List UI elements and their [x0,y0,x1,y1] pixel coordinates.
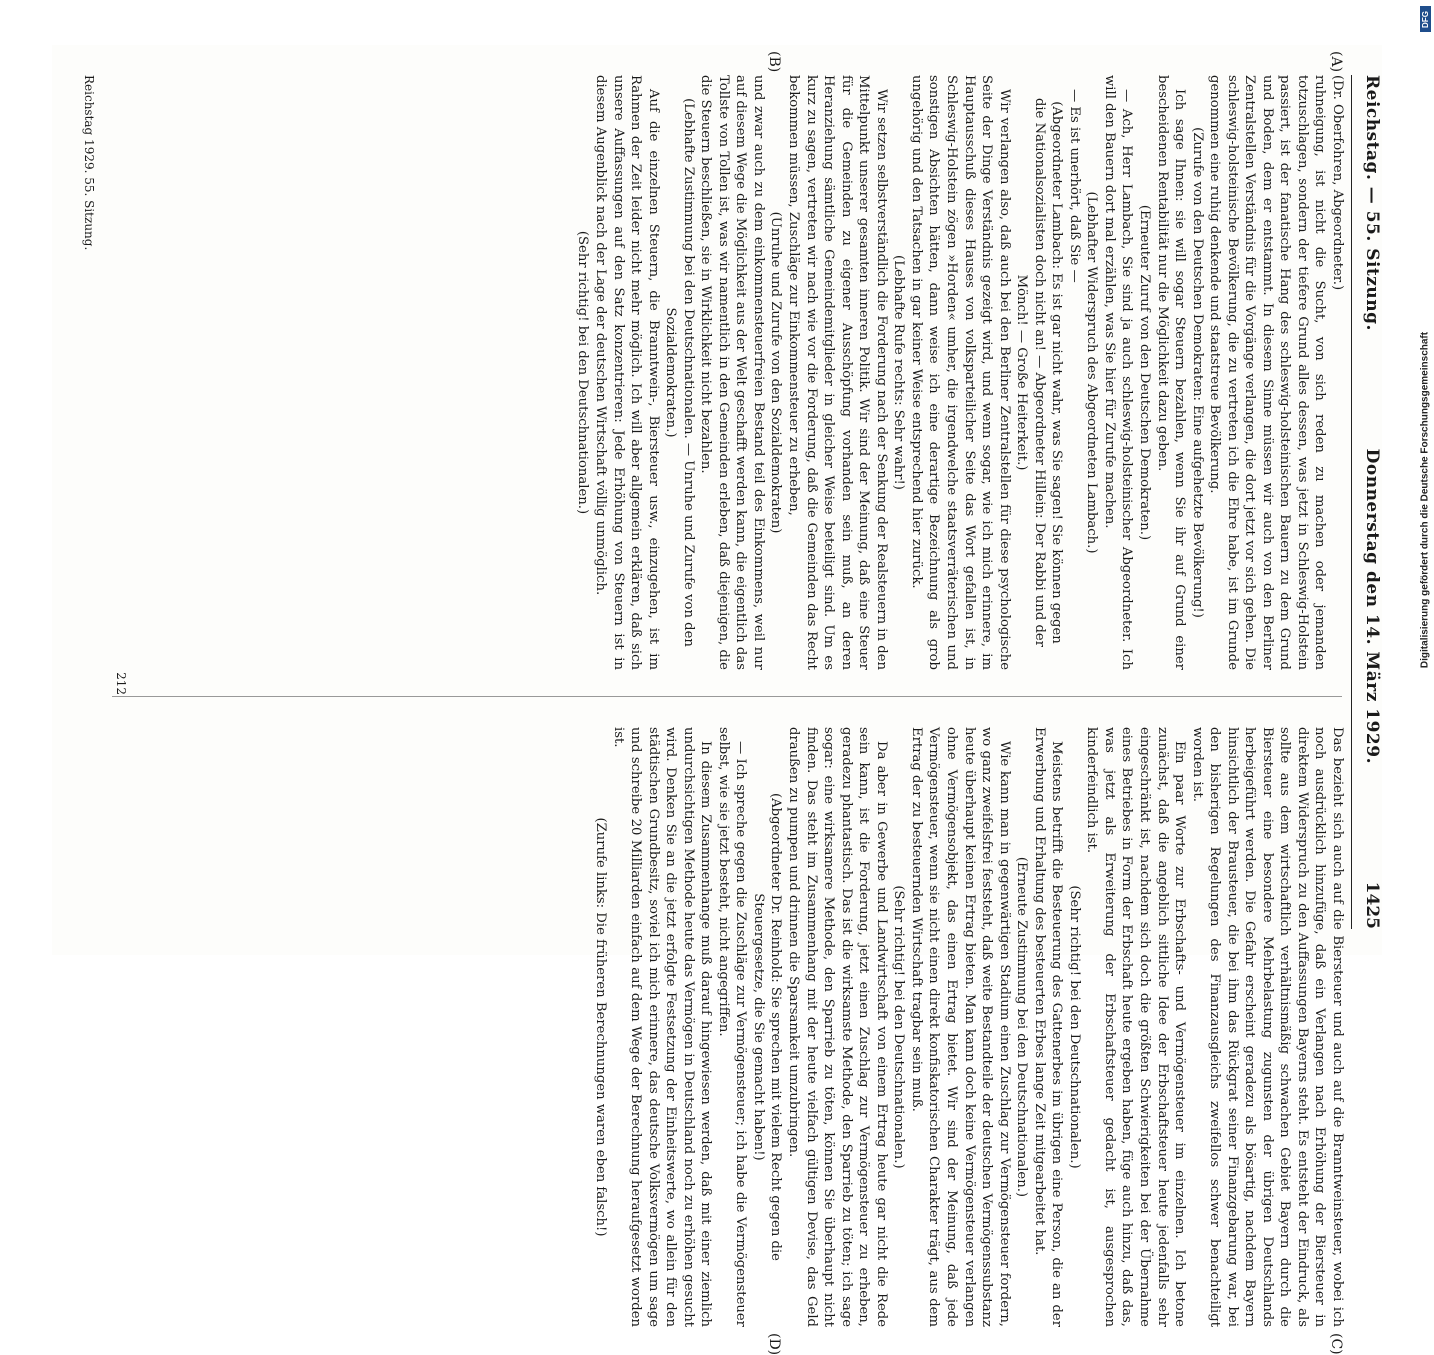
rotated-page [52,45,1382,1355]
paragraph: ruhneigung, ist nicht die Sucht, von sich reden zu machen oder jemanden totzuschlagen, sondern der tiefere Grund alles dessen, was jetzt in Schleswig-Holstein passiert, ist der fanatische Hang des schleswig-holsteinischen Bauern zu dem Grund und Boden, dem er entstammt. In diesem Sinne müssen wir auch von den Berliner Zentralstellen Verständnis für die Vorgänge verlangen, die dort jetzt vor sich gehen. Die schleswig-holsteinische Bevölkerung, die zu vertreten ich die Ehre habe, ist im Grunde genommen eine ruhig denkende und staatstreue Bevölkerung. [1207,75,1328,670]
interjection: (Zurufe links: Die früheren Berechnungen waren eben falsch!) [593,817,609,1237]
paragraph: Ein paar Worte zur Erbschafts- und Vermögensteuer im einzelnen. Ich betone zunächst, daß die angeblich sittliche Idee der Erbschaftsteuer heute jedenfalls sehr eingeschränkt ist, nachdem sich doch die größten Schwierigkeiten bei der Übernahme eines Betriebes in Form der Erbschaft heute ergeben haben, füge auch hinzu, daß das, was jetzt als Erweiterung der Erbschaftsteuer gedacht ist, ausgesprochen kinderfeindlich ist. [1084,727,1188,1327]
paragraph: und zwar auch zu dem einkommensteuerfreien Bestand teil des Einkommens, weil nur auf diesem Wege die Möglichkeit aus der Welt geschafft werden kann, die eigentlich das Tollste von Tollen ist, was wir namentlich in den Gemeinden erleben, daß diejenigen, die die Steuern beschließen, sie in Wirklichkeit nicht bezahlen. [698,75,766,670]
interjection: (Erneute Zustimmung bei den Deutschnationalen.) [1014,856,1030,1198]
interjection: (Erneuter Zuruf von den Deutschen Demokraten.) [1136,204,1152,541]
paragraph: Wie kann man in gegenwärtigen Stadium einen Zuschlag zur Vermögensteuer fordern, wo ganz zweifelsfrei feststeht, daß weite Bestandteile der deutschen Vermögenssubstanz heute überhaupt keinen Ertrag bieten. Man kann doch keine Vermögensteuer verlangen ohne Vermögensobjekt, das einen Ertrag bietet. Wir sind der Meinung, daß jede Vermögensteuer, wenn sie nicht einen direkt konfiskatorischen Charakter trägt, aus dem Ertrag der zu besteuernden Wirtschaft tragbar sein muß. [908,727,1012,1327]
interjection: (Lebhafte Zustimmung bei den Deutschnationalen. — Unruhe und Zurufe von den Sozialdemokraten.) [663,98,696,647]
paragraph: — Ach, Herr Lambach, Sie sind ja auch schleswig-holsteinischer Abgeordneter. Ich will den Bauern dort mal erzählen, was Sie hier für Zurufe machen. [1101,75,1135,670]
digitization-credit [1418,8,1432,993]
page-number: 1425 [1362,881,1382,929]
interjection: (Abgeordneter Lambach: Es ist gar nicht wahr, was Sie sagen! Sie können gegen die Nationalsozialisten doch nicht an! — Abgeordneter Hillein: Der Rabbi und der Mönch! — Große Heiterkeit.) [1014,97,1065,648]
margin-letter-c: (C) [1328,1333,1344,1355]
column-divider [112,696,1342,697]
sheet-number: 212 [114,672,128,695]
paragraph: Wir verlangen also, daß auch bei den Berliner Zentralstellen für diese psychologische Seite der Dinge Verständnis gezeigt wird, und wenn sogar, wie ich mich erinnere, im Hauptausschuß dieses Hauses von volksparteilicher Seite das Wort gefallen ist, in Schleswig-Holstein zögen »Horden« umher, die irgendwelche staatsverräterischen und sonstigen Absichten hätten, dann weise ich eine derartige Bezeichnung als grob ungehörig und den Tatsachen in gar keiner Weise entsprechend hier zurück. [908,75,1012,670]
paragraph: Das bezieht sich auch auf die Biersteuer und auch auf die Branntweinsteuer, wobei ich noch ausdrücklich hinzufüge, daß ein Verlangen nach Erhöhung der Biersteuer in direktem Widerspruch zu den Auffassungen Bayerns steht. Es entsteht der Eindruck, als sollte aus dem wirtschaftlich verhältnismäßig schwachen Gebiet Bayern durch die Biersteuer eine besondere Mehrbelastung zugunsten der übrigen Deutschlands herbeigeführt werden. Die Gefahr erscheint geradezu als bösartig, nachdem Bayern hinsichtlich der Brausteuer, die bei ihm das Rückgrat seiner Finanzgebarung war, bei den bisherigen Regelungen des Finanzausgleichs zweifellos schwer benachteiligt worden ist. [1189,727,1345,1327]
paragraph: Da aber in Gewerbe und Landwirtschaft von einem Ertrag heute gar nicht die Rede sein kann, ist die Forderung, jetzt einen Zuschlag zur Vermögensteuer zu erheben, geradezu phantastisch. Das ist die wirksamste Methode, den Sparrieb zu töten; ich sage sogar: eine wirksamere Methode, den Sparrieb zu töten, können Sie überhaupt nicht finden. Das steht im Zusammenhang mit der heute vielfach gültigen Devise, das Geld draußen zu pumpen und drinnen die Sparsamkeit umzubringen. [786,727,889,1327]
interjection: (Lebhafte Rufe rechts: Sehr wahr!) [891,255,907,490]
margin-letter-d: (D) [766,1333,782,1355]
paragraph: Wir setzen selbstverständlich die Forderung nach der Senkung der Realsteuern in den Mittelpunkt unserer gesamten inneren Politik. Wir sind der Meinung, daß eine Steuer für die Gemeinden zu eigener Ausschöpfung vorhanden sein muß, an deren Heranziehung sämtliche Gemeindemitglieder in gleicher Weise beteiligt sind. Um es kurz zu sagen, vertreten wir nach wie vor die Forderung, daß die Gemeinden das Recht bekommen müssen, Zuschläge zur Einkommensteuer zu erheben, [786,75,889,670]
credit-text: Digitalisierung gefördert durch die Deutsche Forschungsgemeinschaft [1419,331,1431,669]
paragraph: Meistens betrifft die Besteuerung des Gattenerbes im übrigen eine Person, die an der Erwerbung und Erhaltung des besteuerten Erbes lange Zeit mitgearbeitet hat. [1031,727,1065,1327]
interjection: (Unruhe und Zurufe von den Sozialdemokraten) [768,211,784,534]
interjection: (Sehr richtig! bei den Deutschnationalen.) [575,230,591,515]
dfg-logo-text: DFG [1421,10,1431,28]
interjection: (Sehr richtig! bei den Deutschnationalen.) [891,885,907,1169]
right-column [591,727,1346,1327]
header-left: Reichstag. — 55. Sitzung. [1362,75,1382,331]
paragraph: Ich sage Ihnen: sie will sogar Steuern bezahlen, wenn Sie ihr auf Grund einer bescheidenen Rentabilität nur die Möglichkeit dazu geben. [1154,75,1188,670]
interjection: (Sehr richtig! bei den Deutschnationalen.) [1066,885,1082,1169]
margin-letter-b: (B) [766,51,782,73]
paragraph: Auf die einzelnen Steuern, die Branntwein-, Biersteuer usw., einzugehen, ist im Rahmen der Zeit leider nicht mehr möglich. Ich will aber allgemein erklären, daß sich unsere Auffassungen auf den Satz konzentrieren: Jede Erhöhung von Steuern ist in diesem Augenblick nach der Lage der deutschen Wirtschaft völlig unmöglich. [593,75,661,670]
footer-left: Reichstag 1929. 55. Sitzung. [82,75,96,251]
speaker-line: (Dr. Oberfohren, Abgeordneter.) [1330,75,1345,291]
paragraph: — Ich spreche gegen die Zuschläge zur Vermögensteuer; ich habe die Vermögensteuer selbst, wie sie jetzt besteht, nicht angegriffen. [715,727,749,1327]
paragraph: In diesem Zusammenhange muß darauf hingewiesen werden, daß mit einer ziemlich undurchsichtigen Methode heute das Vermögen in Deutschland noch zu erhöhen gesucht wird. Denken Sie an die jetzt erfolgte Festsetzung der Einheitswerte, wo allein für den städtischen Grundbesitz, soviel ich mich erinnere, das deutsche Volksvermögen um sage und schreibe 20 Milliarden einfach auf dem Wege der Berechnung heraufgesetzt worden ist. [610,727,714,1327]
interjection: (Abgeordneter Dr. Reinhold: Sie sprechen mit vielem Recht gegen die Steuergesetze, die Sie gemacht haben!) [750,792,784,1261]
interjection: (Lebhafter Widerspruch des Abgeordneten Lambach.) [1084,191,1100,554]
running-header [1351,75,1382,929]
interjection: (Zurufe von den Deutschen Demokraten: Eine aufgehetzte Bevölkerung!) [1189,127,1205,618]
margin-letter-a: (A) [1328,51,1344,73]
paragraph: — Es ist unerhört, daß Sie — [1066,89,1082,283]
header-date: Donnerstag den 14. März 1929. [1362,448,1382,765]
left-column [574,75,1346,670]
